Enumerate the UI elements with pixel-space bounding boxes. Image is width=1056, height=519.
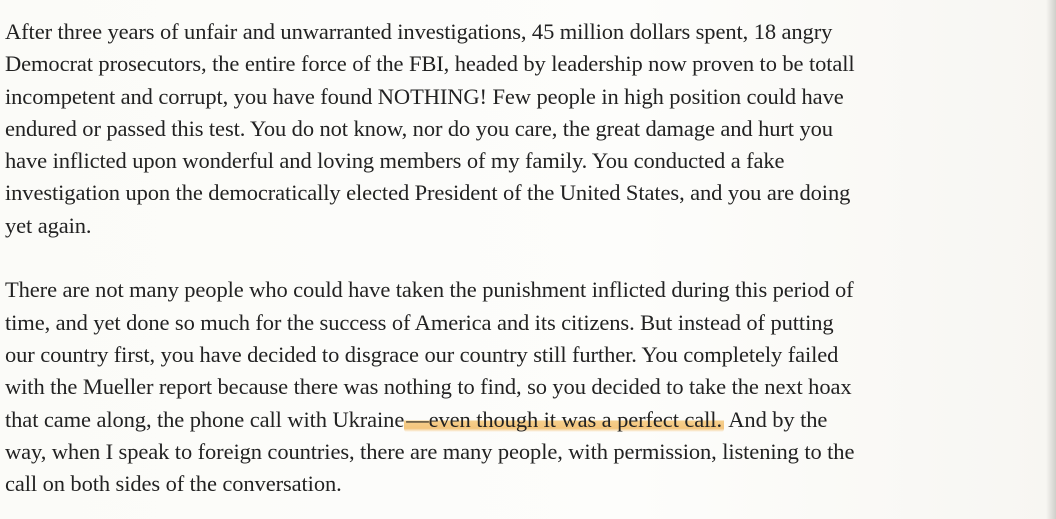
text-line: There are not many people who could have taken the punishment inflicted during this period of <box>5 277 854 303</box>
text-line: Democrat prosecutors, the entire force of the FBI, headed by leadership now proven to be totall <box>5 51 855 77</box>
text-line: with the Mueller report because there was nothing to find, so you decided to take the next hoax <box>5 374 852 400</box>
line-text-before-highlight: that came along, the phone call with Ukraine <box>5 406 405 432</box>
text-line: time, and yet done so much for the success of America and its citizens. But instead of putting <box>5 309 834 335</box>
text-line: our country first, you have decided to disgrace our country still further. You completely failed <box>5 341 839 367</box>
text-line: have inflicted upon wonderful and loving members of my family. You conducted a fake <box>5 148 785 174</box>
line-text-after-highlight: And by the <box>723 406 828 432</box>
text-line: yet again. <box>5 212 92 238</box>
text-line: way, when I speak to foreign countries, there are many people, with permission, listening to the <box>5 438 855 464</box>
paragraph-1 <box>5 16 1056 242</box>
text-line: endured or passed this test. You do not know, nor do you care, the great damage and hurt you <box>5 115 833 141</box>
scan-shadow-edge <box>1046 0 1056 519</box>
document-body <box>5 16 1056 500</box>
highlighted-phrase: —even though it was a perfect call. <box>406 406 722 432</box>
text-line: incompetent and corrupt, you have found NOTHING! Few people in high position could have <box>5 83 844 109</box>
text-line: investigation upon the democratically elected President of the United States, and you are doing <box>5 180 851 206</box>
paragraph-2 <box>5 274 1056 500</box>
text-line: call on both sides of the conversation. <box>5 471 342 497</box>
text-line: After three years of unfair and unwarranted investigations, 45 million dollars spent, 18 angry <box>5 19 833 44</box>
highlighted-text-line <box>5 404 1056 436</box>
